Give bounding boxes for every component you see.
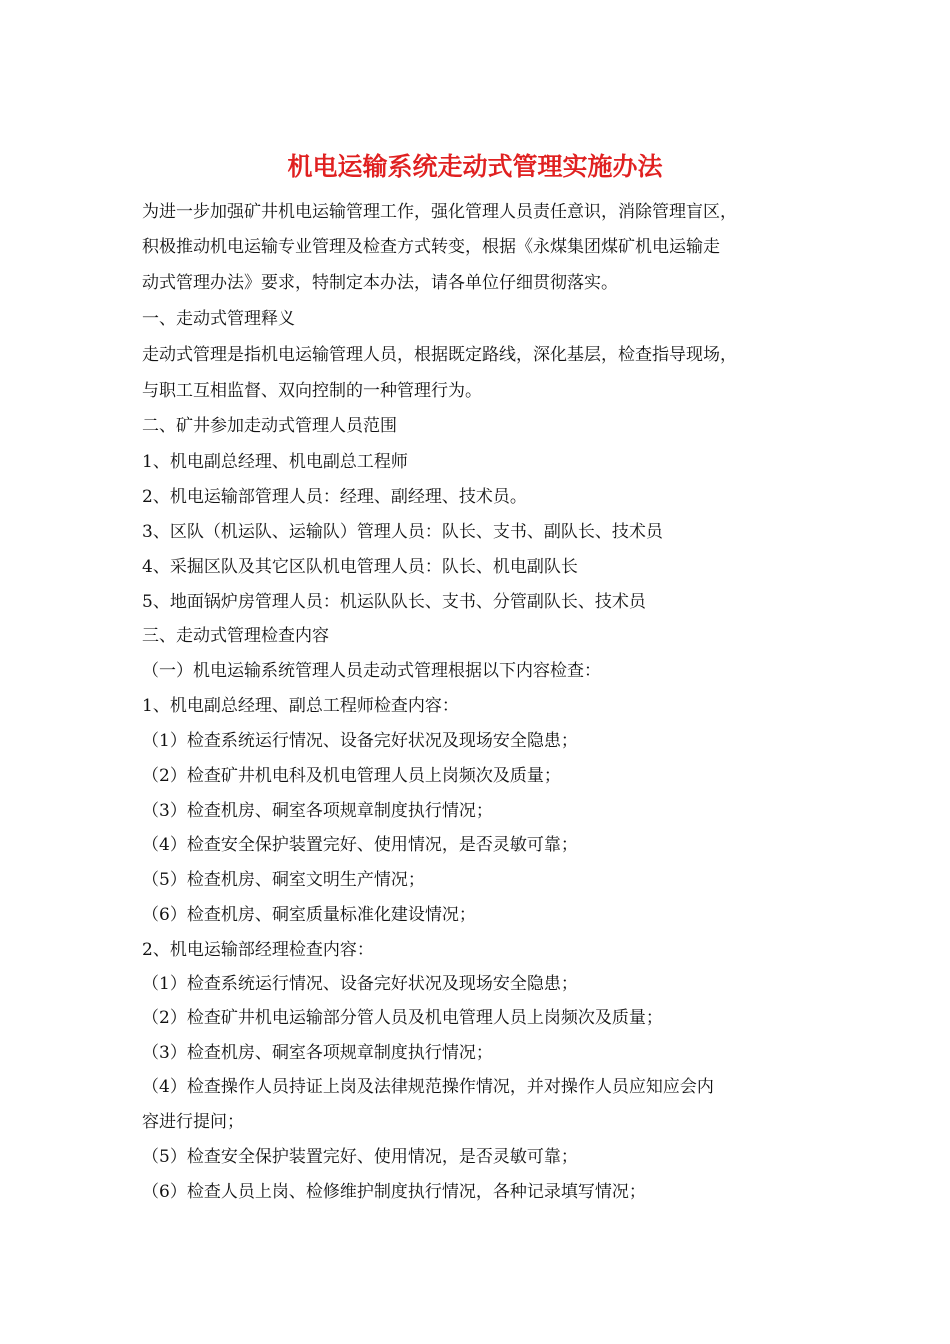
- section-heading: 一、走动式管理释义: [142, 309, 295, 329]
- list-item: （5）检查安全保护装置完好、使用情况，是否灵敏可靠；: [142, 1147, 578, 1167]
- group-heading: 2、机电运输部经理检查内容：: [142, 940, 374, 960]
- list-item: （1）检查系统运行情况、设备完好状况及现场安全隐患；: [142, 974, 578, 994]
- intro-line: 为进一步加强矿井机电运输管理工作，强化管理人员责任意识，消除管理盲区，: [142, 202, 737, 222]
- list-item: 2、机电运输部管理人员：经理、副经理、技术员。: [142, 487, 527, 507]
- list-item: 5、地面锅炉房管理人员：机运队队长、支书、分管副队长、技术员: [142, 592, 646, 612]
- document-title: 机电运输系统走动式管理实施办法: [287, 152, 663, 181]
- list-item-continuation: 容进行提问；: [142, 1112, 244, 1132]
- list-item: （2）检查矿井机电科及机电管理人员上岗频次及质量；: [142, 766, 561, 786]
- list-item: （6）检查人员上岗、检修维护制度执行情况，各种记录填写情况；: [142, 1182, 646, 1202]
- section-heading: 三、走动式管理检查内容: [142, 626, 329, 646]
- sub-heading: （一）机电运输系统管理人员走动式管理根据以下内容检查：: [142, 661, 601, 681]
- list-item: 1、机电副总经理、机电副总工程师: [142, 452, 408, 472]
- list-item: （2）检查矿井机电运输部分管人员及机电管理人员上岗频次及质量；: [142, 1008, 663, 1028]
- list-item: （3）检查机房、硐室各项规章制度执行情况；: [142, 1043, 493, 1063]
- list-item: 3、区队（机运队、运输队）管理人员：队长、支书、副队长、技术员: [142, 522, 663, 542]
- list-item: 4、采掘区队及其它区队机电管理人员：队长、机电副队长: [142, 557, 578, 577]
- list-item: （4）检查操作人员持证上岗及法律规范操作情况，并对操作人员应知应会内: [142, 1077, 714, 1097]
- group-heading: 1、机电副总经理、副总工程师检查内容：: [142, 696, 459, 716]
- intro-line: 积极推动机电运输专业管理及检查方式转变，根据《永煤集团煤矿机电运输走: [142, 237, 720, 257]
- intro-line: 动式管理办法》要求，特制定本办法，请各单位仔细贯彻落实。: [142, 273, 618, 293]
- list-item: （4）检查安全保护装置完好、使用情况，是否灵敏可靠；: [142, 835, 578, 855]
- list-item: （5）检查机房、硐室文明生产情况；: [142, 870, 425, 890]
- list-item: （1）检查系统运行情况、设备完好状况及现场安全隐患；: [142, 731, 578, 751]
- section-heading: 二、矿井参加走动式管理人员范围: [142, 416, 397, 436]
- list-item: （3）检查机房、硐室各项规章制度执行情况；: [142, 801, 493, 821]
- list-item: （6）检查机房、硐室质量标准化建设情况；: [142, 905, 476, 925]
- paragraph-line: 走动式管理是指机电运输管理人员，根据既定路线，深化基层，检查指导现场，: [142, 345, 737, 365]
- paragraph-line: 与职工互相监督、双向控制的一种管理行为。: [142, 381, 482, 401]
